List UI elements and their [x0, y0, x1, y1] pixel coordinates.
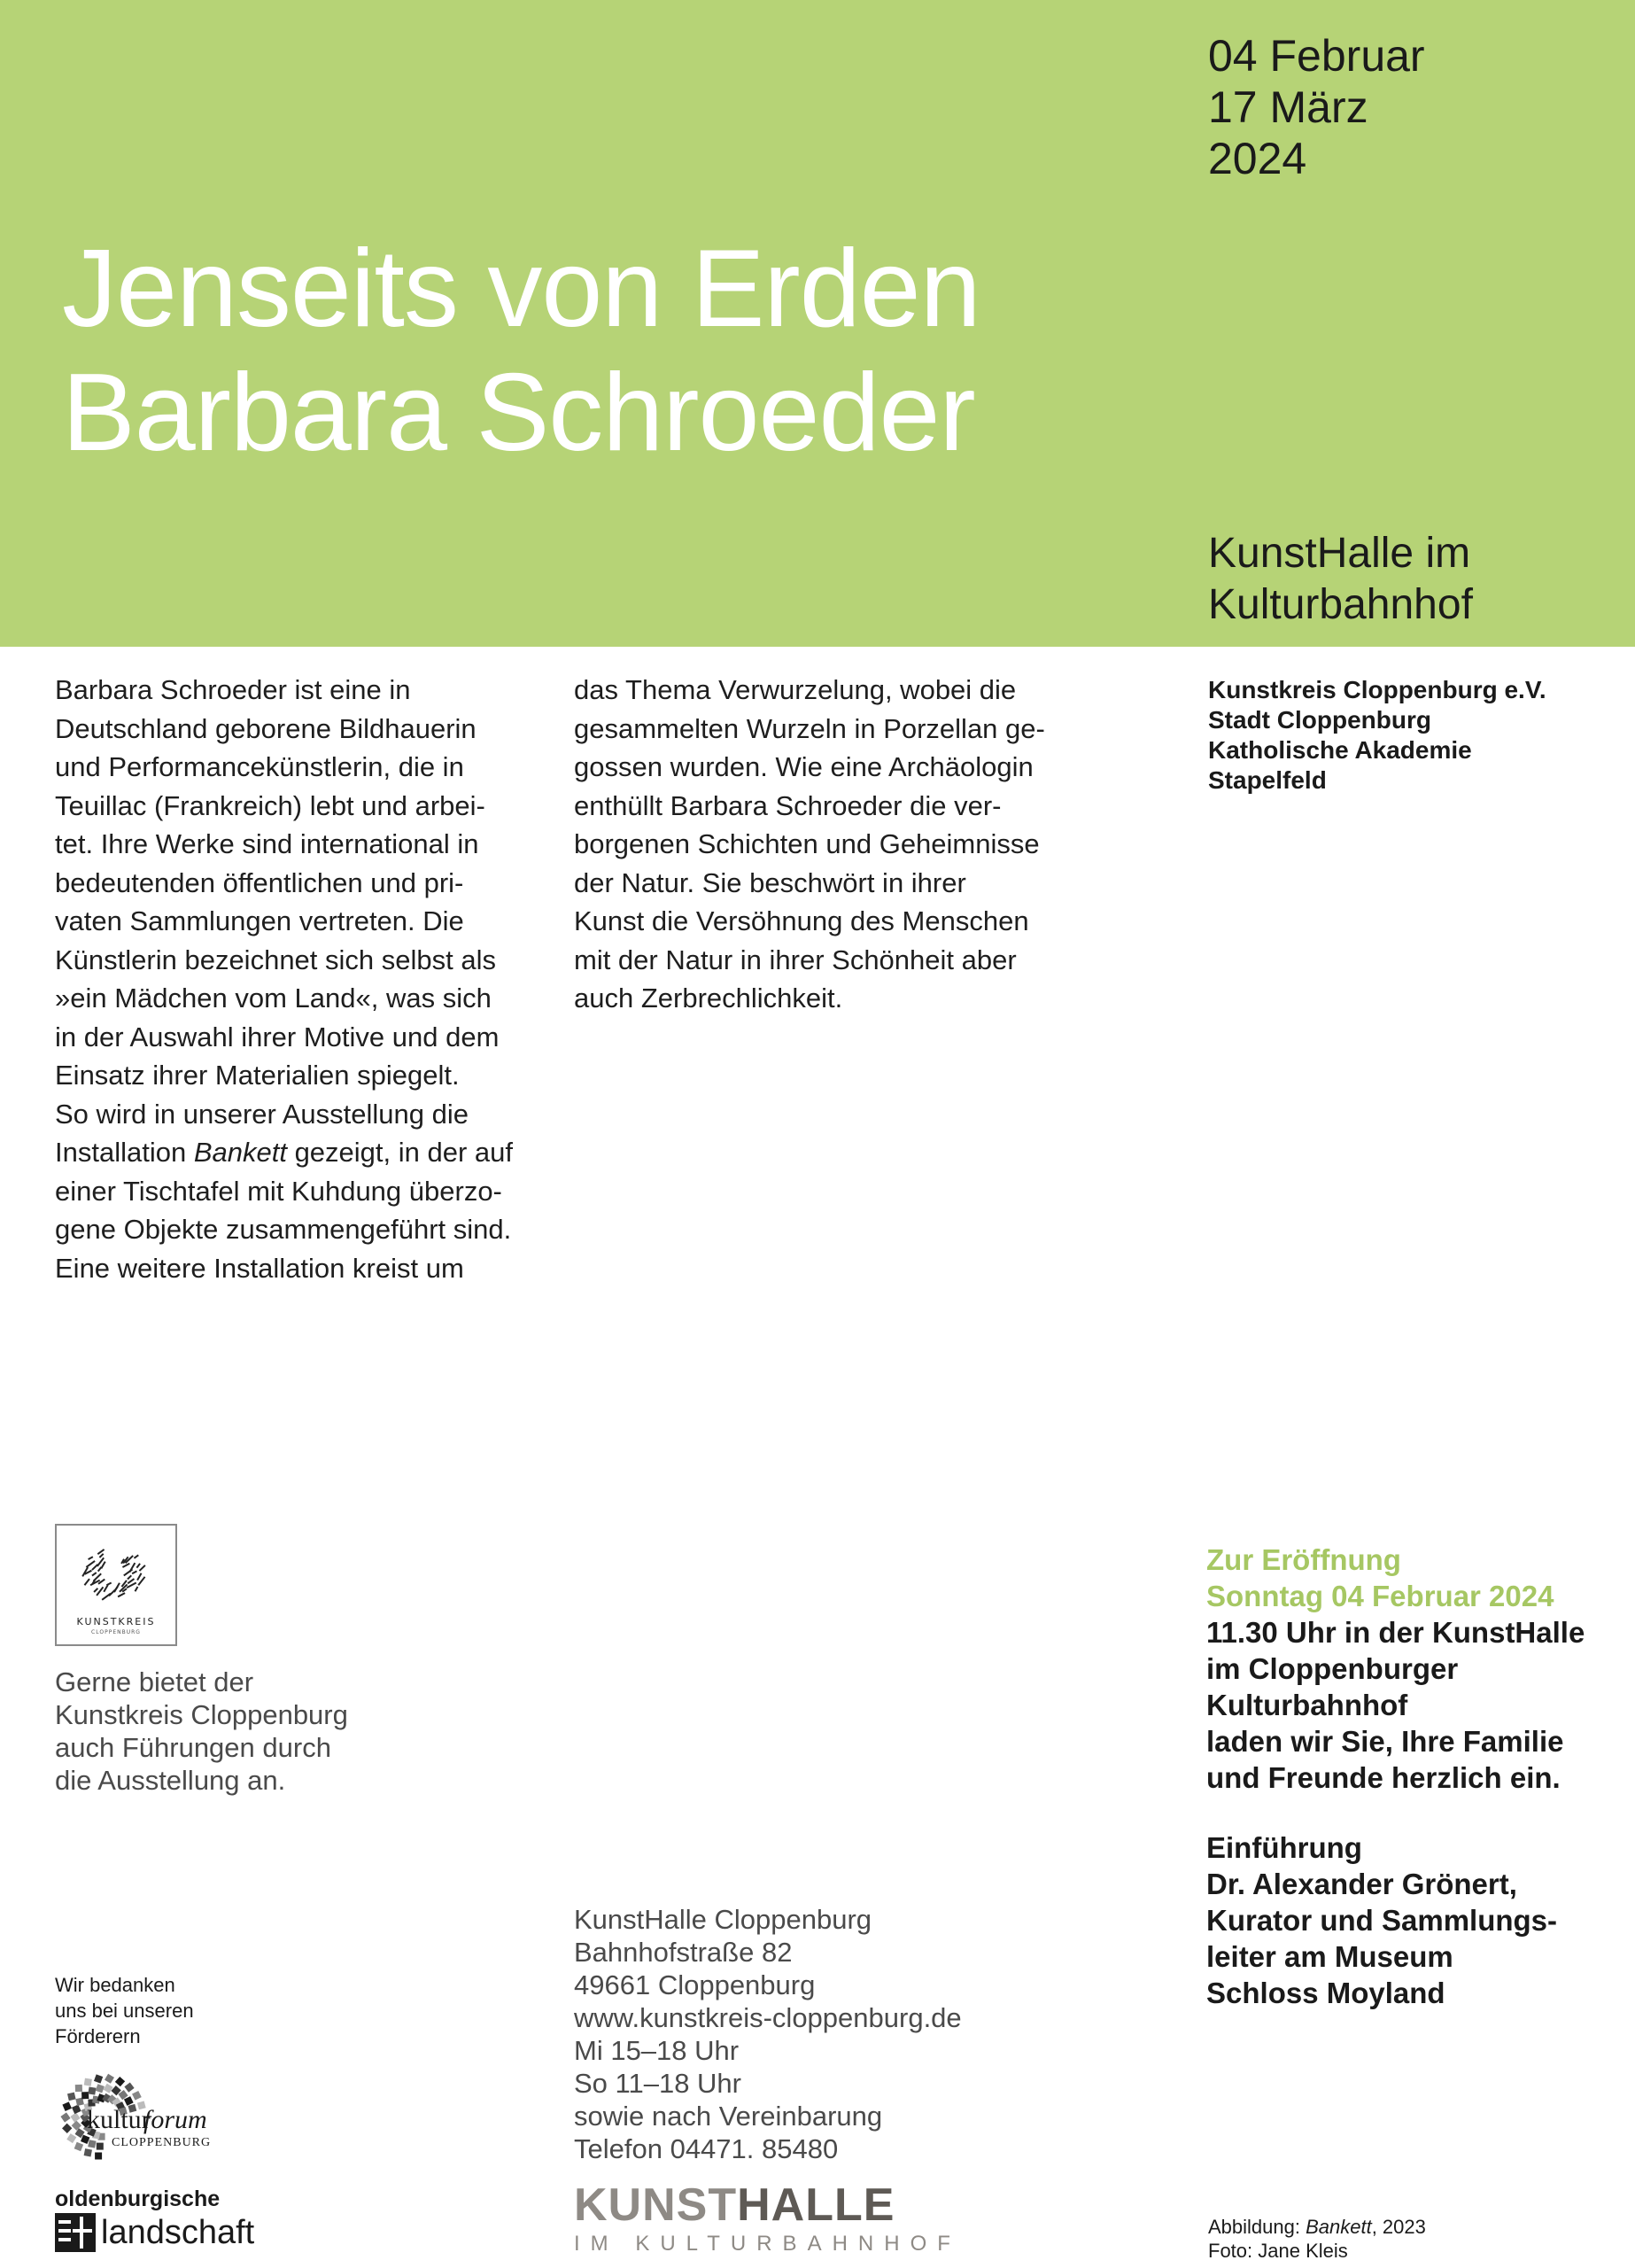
photo-credit: Foto: Jane Kleis	[1208, 2240, 1348, 2262]
date-end: 17 März	[1208, 82, 1368, 132]
kunsthalle-logo-subtext: IM KULTURBAHNHOF	[574, 2232, 961, 2256]
body-line: Teuillac (Frankreich) lebt und arbei-	[55, 789, 485, 821]
oldenburgische-landschaft-main: landschaft	[101, 2214, 255, 2251]
mosaic-tile	[67, 2093, 76, 2101]
emblem-stroke	[134, 1555, 139, 1559]
image-credit	[1208, 2215, 1426, 2263]
body-line: »ein Mädchen vom Land«, was sich	[55, 983, 492, 1014]
tour-line: Kunstkreis Cloppenburg	[55, 1699, 348, 1730]
introduction-heading: Einführung	[1206, 1831, 1362, 1864]
body-line: einer Tischtafel mit Kuhdung überzo-	[55, 1175, 502, 1207]
mosaic-tile	[105, 2074, 114, 2084]
organizer: Stapelfeld	[1208, 766, 1327, 794]
mosaic-tile	[104, 2084, 113, 2093]
emblem-stroke	[139, 1565, 146, 1572]
exhibition-title	[62, 227, 980, 475]
mosaic-tile	[115, 2077, 125, 2086]
body-line: gene Objekte zusammengeführt sind.	[55, 1214, 512, 1245]
introduction-line: Schloss Moyland	[1206, 1977, 1445, 2009]
body-line: vaten Sammlungen vertreten. Die	[55, 905, 464, 936]
venue-address	[574, 1903, 962, 2165]
body-line: in der Auswahl ihrer Motive und dem	[55, 1021, 500, 1052]
mosaic-tile	[74, 2142, 83, 2151]
body-line: Kunst die Versöhnung des Menschen	[574, 905, 1029, 936]
emblem-stroke	[84, 1579, 90, 1586]
opening-heading: Zur Eröffnung	[1206, 1543, 1401, 1576]
title-line-1: Jenseits von Erden	[62, 228, 980, 350]
body-text-column-1	[55, 671, 513, 1287]
mosaic-tile	[66, 2133, 76, 2143]
guided-tour-note	[55, 1666, 348, 1797]
organizer: Katholische Akademie	[1208, 736, 1472, 764]
emblem-stroke	[102, 1593, 112, 1601]
opening-line: 11.30 Uhr in der KunstHalle	[1206, 1616, 1585, 1649]
body-text-column-2	[574, 671, 1045, 1018]
thanks-line: Förderern	[55, 2025, 141, 2047]
address-line: 49661 Cloppenburg	[574, 1969, 816, 2000]
emblem-stroke	[135, 1587, 139, 1592]
body-line: Barbara Schroeder ist eine in	[55, 674, 411, 705]
mosaic-tile	[124, 2082, 134, 2092]
mosaic-tile	[97, 2143, 104, 2150]
body-line: mit der Natur in ihrer Schönheit aber	[574, 944, 1017, 975]
body-line: borgenen Schichten und Geheimnisse	[574, 828, 1040, 859]
mosaic-tile	[96, 2084, 105, 2093]
mosaic-tile	[94, 2074, 103, 2083]
kulturforum-logo	[53, 2062, 230, 2169]
body-line: Eine weitere Installation kreist um	[55, 1252, 464, 1284]
kunstkreis-logo-subtext: CLOPPENBURG	[91, 1629, 141, 1635]
date-start: 04 Februar	[1208, 31, 1425, 81]
oldenburg-crest-icon	[55, 2213, 96, 2252]
website-link[interactable]: www.kunstkreis-cloppenburg.de	[574, 2002, 962, 2033]
kunsthalle-logo	[574, 2181, 961, 2257]
opening-hours: Mi 15–18 Uhr	[574, 2035, 740, 2066]
mosaic-tile	[62, 2124, 72, 2133]
tour-line: auch Führungen durch	[55, 1732, 331, 1763]
emblem-stroke	[127, 1575, 132, 1581]
body-line-with-artwork-title	[55, 1133, 513, 1172]
body-line: enthüllt Barbara Schroeder die ver-	[574, 789, 1002, 821]
mosaic-tile	[84, 2078, 92, 2086]
emblem-stroke	[86, 1560, 96, 1568]
organizer: Stadt Cloppenburg	[1208, 706, 1431, 734]
introduction-line: Kurator und Sammlungs-	[1206, 1904, 1558, 1937]
mosaic-tile	[88, 2140, 96, 2148]
kunsthalle-logo-part-2: HALLE	[737, 2179, 895, 2231]
opening-line: laden wir Sie, Ihre Familie	[1206, 1725, 1564, 1758]
body-line: gesammelten Wurzeln in Porzellan ge-	[574, 712, 1045, 744]
tour-line: die Ausstellung an.	[55, 1765, 286, 1796]
oldenburgische-landschaft-logo	[55, 2186, 254, 2252]
spacer	[1206, 1796, 1585, 1829]
address-line: Bahnhofstraße 82	[574, 1937, 793, 1968]
emblem-stroke	[118, 1592, 126, 1597]
body-line: So wird in unserer Ausstellung die	[55, 1098, 469, 1130]
kunstkreis-logo	[55, 1524, 177, 1646]
mosaic-tile	[81, 2092, 89, 2099]
address-line: KunstHalle Cloppenburg	[574, 1904, 872, 1935]
credit-work-title: Bankett	[1306, 2216, 1372, 2238]
mosaic-tile	[84, 2148, 92, 2156]
thanks-line: uns bei unseren	[55, 2000, 194, 2022]
kunsthalle-logo-wordmark	[574, 2181, 961, 2229]
opening-line: im Cloppenburger	[1206, 1652, 1459, 1685]
oldenburgische-landschaft-row	[55, 2213, 254, 2252]
mosaic-tile	[60, 2112, 70, 2122]
emblem-stroke	[132, 1571, 137, 1575]
kulturforum-word-2: forum	[143, 2105, 207, 2134]
opening-hours: sowie nach Vereinbarung	[574, 2101, 883, 2132]
body-text: Installation	[55, 1137, 194, 1168]
venue-name	[1208, 528, 1473, 631]
body-line: das Thema Verwurzelung, wobei die	[574, 674, 1017, 705]
tour-line: Gerne bietet der	[55, 1666, 254, 1697]
title-line-2: Barbara Schroeder	[62, 352, 975, 474]
opening-hours: So 11–18 Uhr	[574, 2068, 741, 2099]
mosaic-tile	[62, 2101, 72, 2111]
venue-line-2: Kulturbahnhof	[1208, 581, 1473, 628]
ring-strokes	[81, 1549, 145, 1600]
phone-number: Telefon 04471. 85480	[574, 2133, 839, 2164]
body-line: Deutschland geborene Bildhauerin	[55, 712, 477, 744]
kunsthalle-logo-part-1: KUNST	[574, 2179, 738, 2231]
credit-year: , 2023	[1371, 2216, 1426, 2238]
opening-line: Kulturbahnhof	[1206, 1689, 1408, 1721]
venue-line-1: KunstHalle im	[1208, 530, 1471, 577]
emblem-stroke	[88, 1556, 93, 1560]
thanks-line: Wir bedanken	[55, 1974, 175, 1996]
opening-line: und Freunde herzlich ein.	[1206, 1761, 1561, 1794]
body-line: auch Zerbrechlichkeit.	[574, 983, 843, 1014]
oldenburgische-landschaft-top: oldenburgische	[55, 2186, 221, 2211]
mosaic-tile	[72, 2105, 81, 2115]
body-line: bedeutenden öffentlichen und pri-	[55, 866, 464, 898]
emblem-stroke	[103, 1585, 108, 1593]
introduction-line: Dr. Alexander Grönert,	[1206, 1868, 1517, 1900]
mosaic-tile	[132, 2091, 142, 2101]
body-text: gezeigt, in der auf	[286, 1137, 514, 1168]
body-line: tet. Ihre Werke sind international in	[55, 828, 479, 859]
opening-date: Sonntag 04 Februar 2024	[1206, 1580, 1554, 1612]
mosaic-tile	[88, 2087, 96, 2095]
emblem-stroke	[97, 1549, 105, 1555]
emblem-stroke	[99, 1553, 105, 1558]
organizers-list	[1208, 675, 1546, 796]
mosaic-tile	[95, 2153, 102, 2160]
body-line: und Performancekünstlerin, die in	[55, 751, 464, 782]
date-year: 2024	[1208, 134, 1307, 183]
emblem-stroke	[136, 1573, 142, 1581]
body-line: Künstlerin bezeichnet sich selbst als	[55, 944, 496, 975]
body-line: gossen wurden. Wie eine Archäologin	[574, 751, 1034, 782]
organizer: Kunstkreis Cloppenburg e.V.	[1208, 676, 1546, 703]
opening-info	[1206, 1542, 1585, 2011]
kulturforum-subtext: CLOPPENBURG	[112, 2136, 212, 2149]
sponsor-thanks	[55, 1972, 194, 2049]
body-line: Einsatz ihrer Materialien spiegelt.	[55, 1060, 460, 1091]
mosaic-tile	[75, 2085, 82, 2092]
emblem-stroke	[136, 1563, 141, 1568]
exhibition-dates	[1208, 30, 1425, 184]
kulturforum-emblem-icon	[53, 2062, 230, 2169]
introduction-line: leiter am Museum	[1206, 1940, 1453, 1973]
kunstkreis-logo-text: KUNSTKREIS	[76, 1616, 156, 1627]
body-line: der Natur. Sie beschwört in ihrer	[574, 866, 966, 898]
emblem-stroke	[91, 1572, 97, 1576]
artwork-title: Bankett	[193, 1137, 287, 1168]
credit-line	[1208, 2215, 1426, 2239]
emblem-stroke	[123, 1569, 133, 1577]
emblem-stroke	[93, 1588, 98, 1593]
kulturforum-word-1: kultur	[87, 2105, 151, 2134]
credit-label: Abbildung:	[1208, 2216, 1306, 2238]
kunstkreis-emblem-icon	[57, 1526, 175, 1644]
mosaic-tile	[70, 2112, 80, 2122]
